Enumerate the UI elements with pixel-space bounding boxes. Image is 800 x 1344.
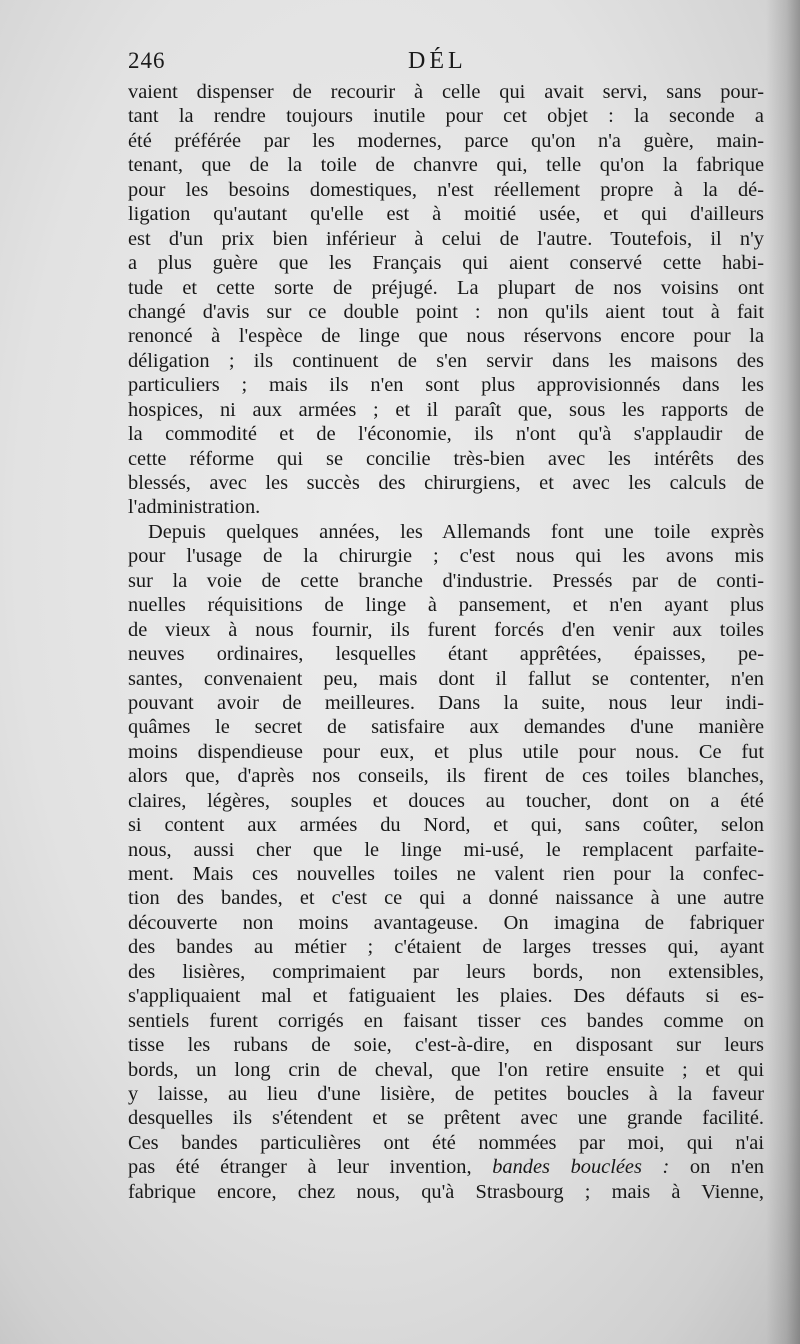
page-header — [128, 48, 764, 82]
text-line: pour les besoins domestiques, n'est réellement propre à la dé- — [128, 178, 764, 201]
text-line: s'appliquaient mal et fatiguaient les plaies. Des défauts si es- — [128, 985, 764, 1008]
text-line: sentiels furent corrigés en faisant tisser ces bandes comme on — [128, 1009, 764, 1032]
text-segment: on n'en — [689, 1156, 765, 1179]
text-line: y laisse, au lieu d'une lisière, de petites boucles à la faveur — [128, 1082, 764, 1105]
page-edge-shadow — [766, 0, 800, 1344]
text-line: est d'un prix bien inférieur à celui de l'autre. Toutefois, il n'y — [128, 227, 764, 250]
paragraph-2 — [128, 520, 764, 1204]
text-line: tion des bandes, et c'est ce qui a donné naissance à une autre — [128, 887, 764, 910]
text-line: claires, légères, souples et douces au toucher, dont on a été — [128, 789, 764, 812]
text-line: ment. Mais ces nouvelles toiles ne valent rien pour la confec- — [128, 863, 764, 885]
text-line: cette réforme qui se concilie très-bien avec les intérêts des — [128, 447, 764, 470]
paragraph-1 — [128, 80, 764, 520]
text-line: hospices, ni aux armées ; et il paraît que, sous les rapports de — [128, 398, 764, 421]
text-line: fabrique encore, chez nous, qu'à Strasbourg ; mais à Vienne, — [128, 1180, 764, 1203]
text-line: particuliers ; mais ils n'en sont plus approvisionnés dans les — [128, 374, 764, 397]
text-line: de vieux à nous fournir, ils furent forcés d'en venir aux toiles — [128, 618, 764, 641]
text-line: renoncé à l'espèce de linge que nous réservons encore pour la — [128, 325, 764, 348]
text-line: déligation ; ils continuent de s'en servir dans les maisons des — [128, 349, 764, 372]
text-line: tant la rendre toujours inutile pour cet objet : la seconde a — [128, 105, 764, 128]
page-number: 246 — [128, 48, 166, 73]
text-line: a plus guère que les Français qui aient conservé cette habi- — [128, 252, 764, 275]
text-line: tude et cette sorte de préjugé. La plupart de nos voisins ont — [128, 276, 764, 299]
text-line: la commodité et de l'économie, ils n'ont qu'à s'applaudir de — [128, 423, 764, 446]
text-line: vaient dispenser de recourir à celle qui avait servi, sans pour- — [128, 81, 764, 103]
text-line: changé d'avis sur ce double point : non qu'ils aient tout à fait — [128, 300, 764, 323]
text-line: l'administration. — [128, 496, 261, 519]
text-line: moins dispendieuse pour eux, et plus utile pour nous. Ce fut — [128, 740, 764, 763]
text-line: quâmes le secret de satisfaire aux demandes d'une manière — [128, 716, 764, 739]
text-line: été préférée par les modernes, parce qu'on n'a guère, main- — [128, 129, 764, 152]
running-head: DÉL — [408, 48, 467, 74]
body-text — [128, 80, 764, 1204]
text-line: neuves ordinaires, lesquelles étant apprêtées, épaisses, pe- — [128, 643, 764, 666]
text-line: tenant, que de la toile de chanvre qui, telle qu'on la fabrique — [128, 154, 764, 177]
text-line: nuelles réquisitions de linge à pansement, et n'en ayant plus — [128, 594, 764, 617]
text-line-with-italic — [128, 1155, 764, 1179]
text-line: bords, un long crin de cheval, que l'on retire ensuite ; et qui — [128, 1058, 764, 1081]
text-line: pouvant avoir de meilleures. Dans la suite, nous leur indi- — [128, 691, 764, 714]
text-line: pour l'usage de la chirurgie ; c'est nous qui les avons mis — [128, 545, 764, 568]
text-segment: pas été étranger à leur invention, — [128, 1156, 472, 1179]
text-line: des lisières, comprimaient par leurs bords, non extensibles, — [128, 960, 764, 983]
text-line: des bandes au métier ; c'étaient de larges tresses qui, ayant — [128, 936, 764, 959]
text-line: tisse les rubans de soie, c'est-à-dire, en disposant sur leurs — [128, 1034, 764, 1057]
text-line: santes, convenaient peu, mais dont il fallut se contenter, n'en — [128, 667, 764, 690]
italic-term: bandes bouclées : — [492, 1156, 670, 1179]
text-line: alors que, d'après nos conseils, ils firent de ces toiles blanches, — [128, 765, 764, 788]
text-line: blessés, avec les succès des chirurgiens, et avec les calculs de — [128, 472, 764, 494]
text-line: découverte non moins avantageuse. On imagina de fabriquer — [128, 911, 764, 934]
text-line: nous, aussi cher que le linge mi-usé, le remplacent parfaite- — [128, 838, 764, 861]
text-line: desquelles ils s'étendent et se prêtent avec une grande facilité. — [128, 1107, 764, 1130]
text-line: Ces bandes particulières ont été nommées par moi, qui n'ai — [128, 1131, 764, 1154]
text-line: sur la voie de cette branche d'industrie. Pressés par de conti- — [128, 569, 764, 592]
text-line: si content aux armées du Nord, et qui, sans coûter, selon — [128, 814, 764, 837]
text-line: Depuis quelques années, les Allemands font une toile exprès — [148, 520, 764, 543]
text-line: ligation qu'autant qu'elle est à moitié usée, et qui d'ailleurs — [128, 203, 764, 226]
